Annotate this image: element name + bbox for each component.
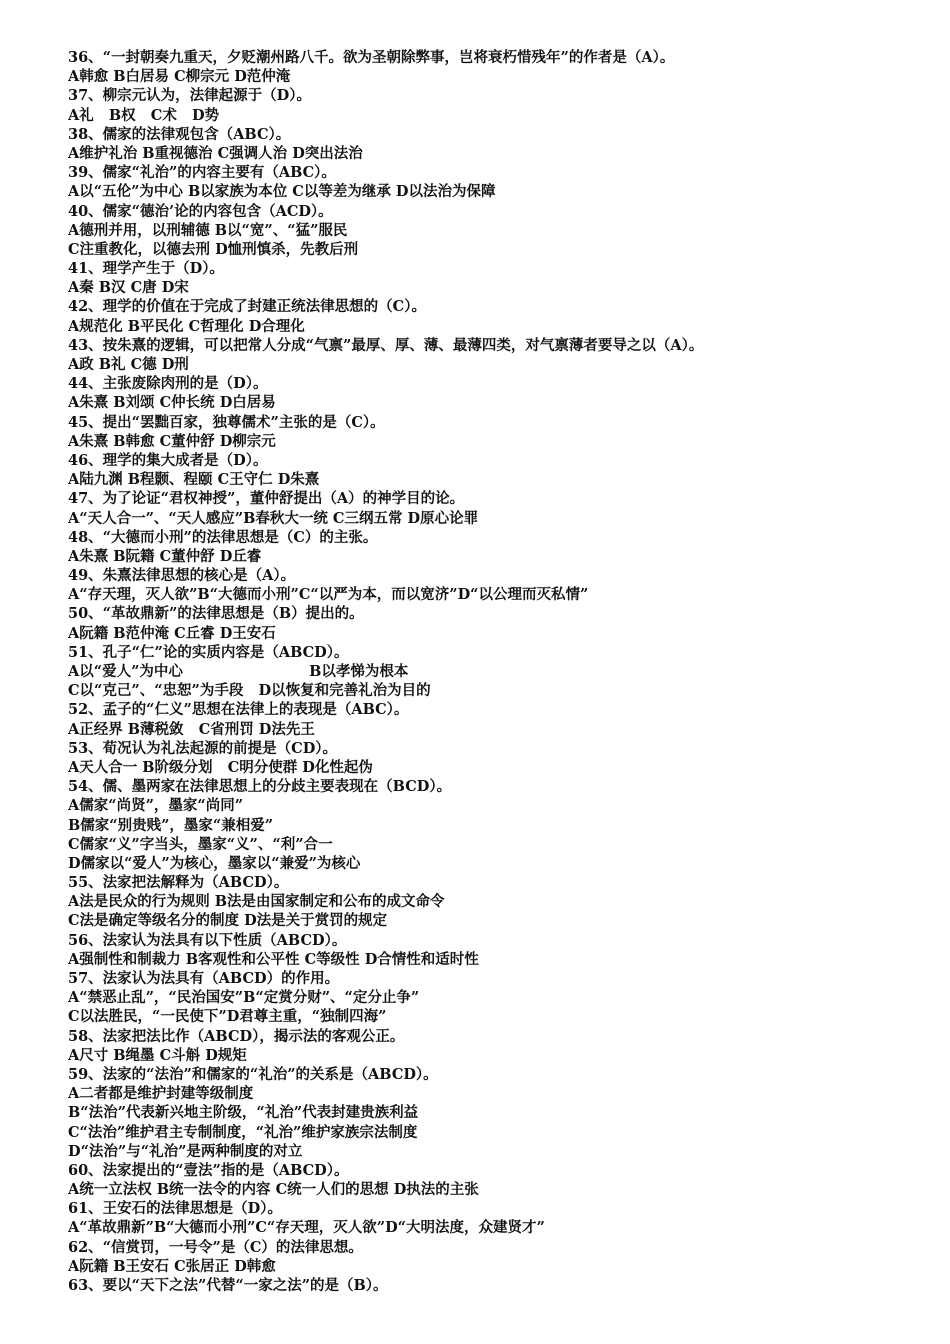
question-line: 53、荀况认为礼法起源的前提是（CD）。 bbox=[68, 739, 338, 757]
option-line: A礼 B权 C术 D势 bbox=[68, 106, 220, 124]
option-line: A德刑并用，以刑辅德 B以“宽”、“猛”服民 bbox=[68, 221, 348, 239]
question-line: 59、法家的“法治”和儒家的“礼治”的关系是（ABCD）。 bbox=[68, 1065, 438, 1083]
option-line: A正经界 B薄税敛 C省刑罚 D法先王 bbox=[68, 720, 315, 738]
option-line: C以法胜民，“一民使下”D君尊主重，“独制四海” bbox=[68, 1008, 387, 1026]
question-line: 48、“大德而小刑”的法律思想是（C）的主张。 bbox=[68, 528, 378, 546]
option-line: A朱熹 B刘颂 C仲长统 D白居易 bbox=[68, 394, 276, 412]
question-line: 52、孟子的“仁义”思想在法律上的表现是（ABC）。 bbox=[68, 701, 409, 719]
option-line: A儒家“尚贤”，墨家“尚同” bbox=[68, 797, 244, 815]
option-line: A以“爱人”为中心 B以孝悌为根本 bbox=[68, 663, 409, 680]
option-line: A统一立法权 B统一法令的内容 C统一人们的思想 D执法的主张 bbox=[68, 1181, 479, 1199]
question-line: 36、“一封朝奏九重天，夕贬潮州路八千。欲为圣朝除弊事，岂将衰朽惜残年”的作者是（A）。 bbox=[68, 49, 675, 66]
question-line: 58、法家把法比作（ABCD），揭示法的客观公正。 bbox=[68, 1027, 405, 1045]
question-line: 44、主张废除肉刑的是（D）。 bbox=[68, 375, 268, 393]
option-line: A阮籍 B范仲淹 C丘睿 D王安石 bbox=[68, 624, 276, 642]
option-line: A尺寸 B绳墨 C斗斛 D规矩 bbox=[68, 1046, 247, 1064]
option-line: A阮籍 B王安石 C张居正 D韩愈 bbox=[68, 1257, 276, 1275]
option-line: A二者都是维护封建等级制度 bbox=[68, 1085, 254, 1103]
question-line: 60、法家提出的“壹法”指的是（ABCD）。 bbox=[68, 1161, 349, 1179]
option-line: C儒家“义”字当头，墨家“义”、“利”合一 bbox=[68, 835, 333, 853]
question-line: 51、孔子“仁”论的实质内容是（ABCD）。 bbox=[68, 643, 349, 661]
option-line: A秦 B汉 C唐 D宋 bbox=[68, 279, 189, 297]
question-line: 54、儒、墨两家在法律思想上的分歧主要表现在（BCD）。 bbox=[68, 778, 452, 796]
option-line: D“法治”与“礼治”是两种制度的对立 bbox=[68, 1142, 303, 1160]
option-line: C以“克己”、“忠恕”为手段 D以恢复和完善礼治为目的 bbox=[68, 682, 431, 700]
option-line: B儒家“别贵贱”，墨家“兼相爱” bbox=[68, 816, 274, 834]
question-line: 50、“革故鼎新”的法律思想是（B）提出的。 bbox=[68, 605, 364, 623]
option-line: A朱熹 B阮籍 C董仲舒 D丘睿 bbox=[68, 547, 262, 565]
question-line: 62、“信赏罚，一号令”是（C）的法律思想。 bbox=[68, 1238, 363, 1256]
document-page bbox=[68, 48, 928, 1295]
option-line: C注重教化，以德去刑 D恤刑慎杀，先教后刑 bbox=[68, 240, 359, 258]
question-line: 45、提出“罢黜百家，独尊儒术”主张的是（C）。 bbox=[68, 413, 385, 431]
option-line: C法是确定等级名分的制度 D法是关于赏罚的规定 bbox=[68, 912, 388, 930]
question-line: 40、儒家“德治’论的内容包含（ACD）。 bbox=[68, 202, 333, 220]
option-line: A规范化 B平民化 C哲理化 D合理化 bbox=[68, 317, 305, 335]
question-line: 42、理学的价值在于完成了封建正统法律思想的（C）。 bbox=[68, 298, 426, 316]
option-line: B“法治”代表新兴地主阶级，“礼治”代表封建贵族利益 bbox=[68, 1104, 419, 1122]
option-line: A朱熹 B韩愈 C董仲舒 D柳宗元 bbox=[68, 432, 276, 450]
option-line: A“革故鼎新”B“大德而小刑”C“存天理，灭人欲”D“大明法度，众建贤才” bbox=[68, 1219, 545, 1237]
option-line: A维护礼治 B重视德治 C强调人治 D突出法治 bbox=[68, 144, 363, 162]
option-line: D儒家以“爱人”为核心，墨家以“兼爱”为核心 bbox=[68, 854, 361, 872]
question-line: 61、王安石的法律思想是（D）。 bbox=[68, 1200, 283, 1218]
question-line: 56、法家认为法具有以下性质（ABCD）。 bbox=[68, 931, 347, 949]
question-line: 38、儒家的法律观包含（ABC）。 bbox=[68, 125, 291, 143]
question-line: 47、为了论证“君权神授”，董仲舒提出（A）的神学目的论。 bbox=[68, 490, 465, 508]
question-line: 37、柳宗元认为，法律起源于（D）。 bbox=[68, 87, 312, 105]
option-line: A法是民众的行为规则 B法是由国家制定和公布的成文命令 bbox=[68, 893, 445, 911]
question-line: 49、朱熹法律思想的核心是（A）。 bbox=[68, 567, 296, 585]
option-line: A韩愈 B白居易 C柳宗元 D范仲淹 bbox=[68, 68, 291, 86]
option-line: A陆九渊 B程颢、程颐 C王守仁 D朱熹 bbox=[68, 471, 320, 489]
option-line: C“法治”维护君主专制制度，“礼治”维护家族宗法制度 bbox=[68, 1123, 418, 1141]
question-line: 41、理学产生于（D）。 bbox=[68, 260, 225, 278]
option-line: A强制性和制裁力 B客观性和公平性 C等级性 D合情性和适时性 bbox=[68, 950, 479, 968]
question-line: 57、法家认为法具有（ABCD）的作用。 bbox=[68, 970, 340, 987]
option-line: A“禁恶止乱”，“民治国安”B“定赏分财”、“定分止争” bbox=[68, 989, 420, 1007]
option-line: A“存天理，灭人欲”B“大德而小刑”C“以严为本，而以宽济”D“以公理而灭私情” bbox=[68, 586, 589, 604]
question-line: 46、理学的集大成者是（D）。 bbox=[68, 451, 268, 469]
option-line: A天人合一 B阶级分划 C明分使群 D化性起伪 bbox=[68, 758, 373, 776]
question-line: 55、法家把法解释为（ABCD）。 bbox=[68, 874, 289, 892]
option-line: A“天人合一”、“天人感应”B春秋大一统 C三纲五常 D原心论罪 bbox=[68, 509, 479, 527]
option-line: A政 B礼 C德 D刑 bbox=[68, 356, 189, 373]
question-line: 63、要以“天下之法”代替“一家之法”的是（B）。 bbox=[68, 1277, 388, 1294]
question-line: 39、儒家“礼治”的内容主要有（ABC）。 bbox=[68, 164, 336, 182]
question-line: 43、按朱熹的逻辑，可以把常人分成“气禀”最厚、厚、薄、最薄四类，对气禀薄者要导之以（A）。 bbox=[68, 336, 704, 354]
option-line: A以“五伦”为中心 B以家族为本位 C以等差为继承 D以法治为保障 bbox=[68, 183, 496, 201]
